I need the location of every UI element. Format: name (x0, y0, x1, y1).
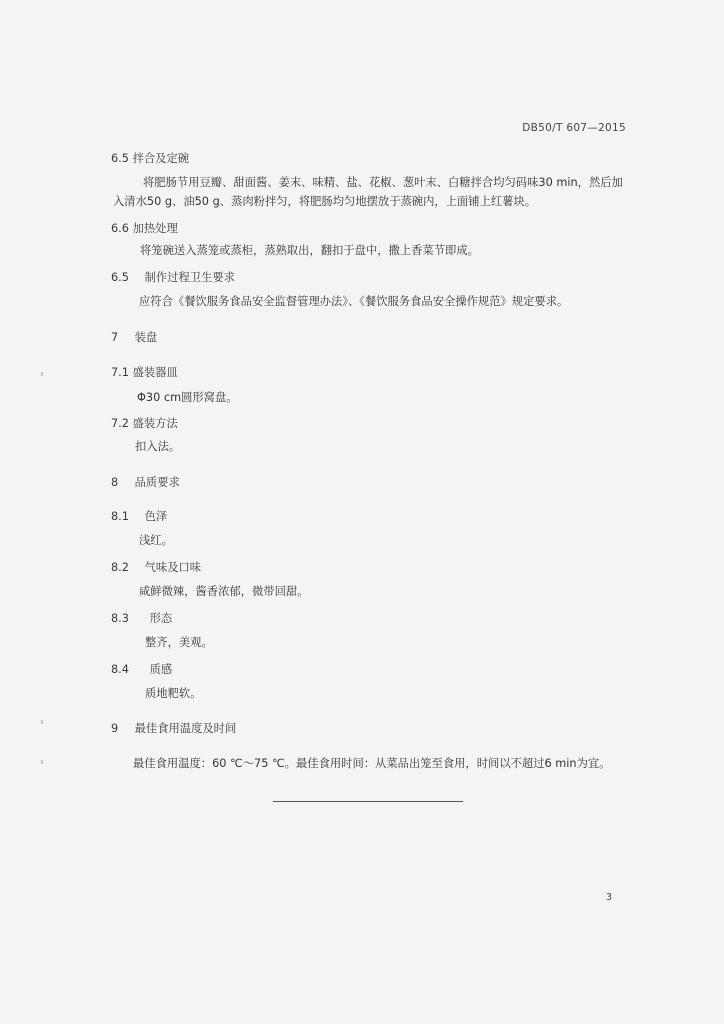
section-title: 盛装方法 (132, 417, 178, 430)
paragraph-7-2: 扣入法。 (135, 440, 181, 453)
section-6-6-heading (111, 222, 178, 236)
section-number: 9 (111, 722, 119, 735)
paragraph-6-5-line-2: 入清水50 g、油50 g、蒸肉粉拌匀，将肥肠均匀地摆放于蒸碗内，上面铺上红薯块。 (113, 195, 537, 208)
section-6-5-heading (111, 152, 189, 166)
scan-speck (41, 372, 43, 376)
section-number: 8.1 (111, 510, 129, 523)
end-rule (273, 801, 463, 802)
section-8-4-heading (111, 663, 172, 677)
section-title: 加热处理 (132, 222, 178, 235)
paragraph-6-5-hygiene: 应符合《餐饮服务食品安全监督管理办法》、《餐饮服务食品安全操作规范》规定要求。 (139, 295, 569, 308)
section-8-3-heading (111, 612, 172, 626)
section-8-2-heading (111, 561, 201, 575)
section-7-2-heading (111, 417, 178, 431)
page-number: 3 (606, 892, 613, 903)
section-8-1-heading (111, 510, 167, 524)
section-number: 7 (111, 331, 119, 344)
section-title: 制作过程卫生要求 (144, 271, 235, 284)
section-number: 6.6 (111, 222, 129, 235)
paragraph-8-2: 咸鲜微辣，酱香浓郁，微带回甜。 (139, 585, 309, 598)
section-7-1-heading (111, 366, 178, 380)
section-9-heading (111, 722, 236, 736)
paragraph-6-6: 将笼碗送入蒸笼或蒸柜，蒸熟取出，翻扣于盘中，撒上香菜节即成。 (140, 244, 479, 257)
section-title: 形态 (149, 612, 173, 625)
paragraph-7-1: Φ30 cm圆形窝盘。 (137, 391, 238, 404)
section-title: 气味及口味 (144, 561, 202, 574)
section-title: 装盘 (134, 331, 158, 344)
section-number: 8.2 (111, 561, 129, 574)
paragraph-6-5-line-1: 将肥肠节用豆瓣、甜面酱、姜末、味精、盐、花椒、葱叶末、白糖拌合均匀码味30 min，然后加 (143, 176, 623, 189)
section-title: 最佳食用温度及时间 (134, 722, 237, 735)
section-number: 8.3 (111, 612, 129, 625)
section-number: 8.4 (111, 663, 129, 676)
section-number: 8 (111, 476, 119, 489)
section-title: 拌合及定碗 (132, 152, 190, 165)
paragraph-9: 最佳食用温度：60 ℃～75 ℃。最佳食用时间：从菜品出笼至食用，时间以不超过6 min为宜。 (133, 757, 611, 770)
section-title: 色泽 (144, 510, 168, 523)
section-number: 7.1 (111, 366, 129, 379)
section-number: 7.2 (111, 417, 129, 430)
section-number: 6.5 (111, 271, 129, 284)
section-6-5-hygiene-heading (111, 271, 235, 285)
paragraph-8-3: 整齐，美观。 (145, 636, 213, 649)
scan-speck (41, 760, 43, 764)
document-number: DB50/T 607—2015 (522, 122, 626, 134)
paragraph-8-4: 质地粑软。 (145, 687, 202, 700)
section-8-heading (111, 476, 180, 490)
section-7-heading (111, 331, 157, 345)
section-title: 盛装器皿 (132, 366, 178, 379)
scan-speck (41, 720, 43, 724)
paragraph-8-1: 浅红。 (139, 534, 173, 547)
section-title: 质感 (149, 663, 173, 676)
section-number: 6.5 (111, 152, 129, 165)
section-title: 品质要求 (134, 476, 180, 489)
